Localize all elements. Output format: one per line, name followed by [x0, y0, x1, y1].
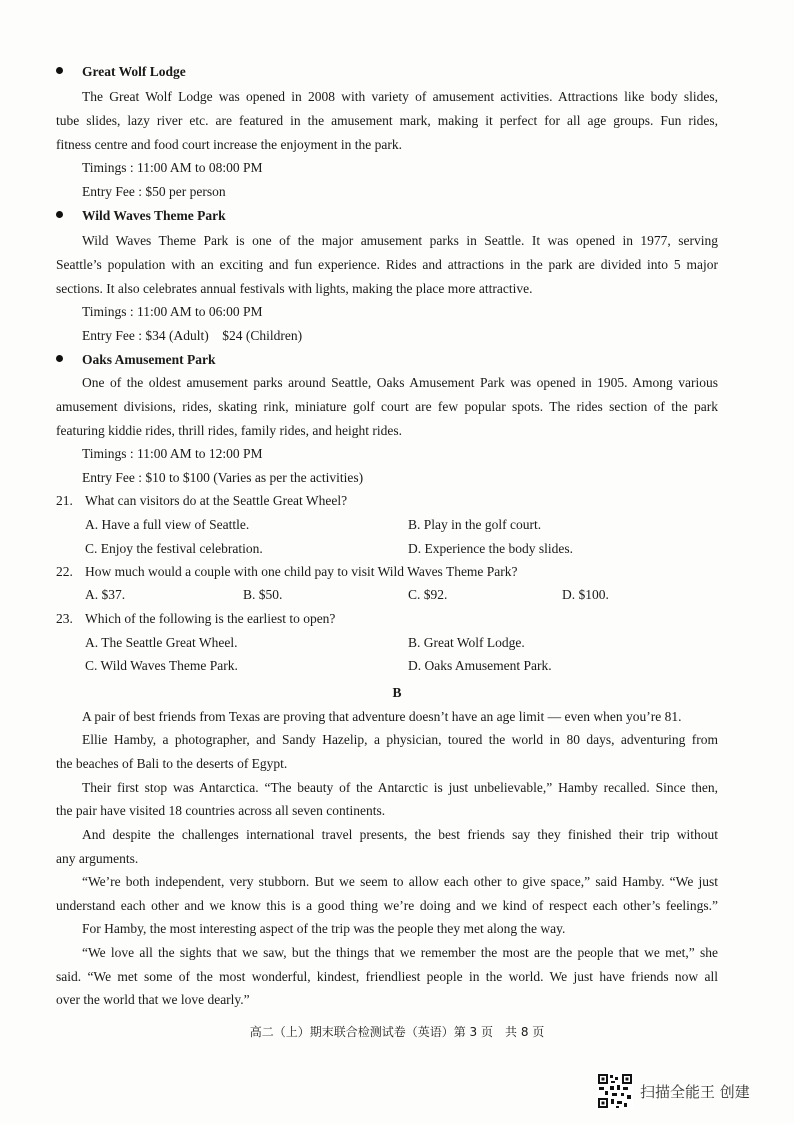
paragraph-line: “We’re both independent, very stubborn. But we seem to allow each other to give space,” said Hamby. “We just — [82, 874, 718, 889]
question-number: 22. — [56, 564, 73, 579]
paragraph-line: any arguments. — [56, 851, 139, 866]
page-footer: 高二（上）期末联合检测试卷（英语）第 3 页 共 8 页 — [249, 1025, 545, 1039]
option-d: D. Oaks Amusement Park. — [408, 658, 552, 673]
option-b: B. $50. — [243, 587, 283, 602]
bullet-icon — [56, 67, 63, 74]
option-b: B. Play in the golf court. — [408, 517, 542, 532]
section-heading: B — [392, 685, 402, 700]
park-heading: Wild Waves Theme Park — [82, 208, 226, 223]
scanner-watermark: 扫描全能王 创建 — [640, 1083, 750, 1101]
option-b: B. Great Wolf Lodge. — [408, 635, 525, 650]
park-fee: Entry Fee : $34 (Adult) $24 (Children) — [82, 328, 303, 343]
question-text: How much would a couple with one child pay to visit Wild Waves Theme Park? — [85, 564, 518, 579]
option-d: D. $100. — [562, 587, 609, 602]
option-a: A. The Seattle Great Wheel. — [85, 635, 238, 650]
paragraph-line: the beaches of Bali to the deserts of Egypt. — [56, 756, 288, 771]
paragraph-line: A pair of best friends from Texas are proving that adventure doesn’t have an age limit — even when you’re 81. — [82, 709, 682, 724]
option-c: C. Enjoy the festival celebration. — [85, 541, 263, 556]
paragraph-line: fitness centre and food court increase the enjoyment in the park. — [56, 137, 402, 152]
paragraph-line: the pair have visited 18 countries across all seven continents. — [56, 803, 386, 818]
option-a: A. Have a full view of Seattle. — [85, 517, 250, 532]
park-heading: Great Wolf Lodge — [82, 64, 186, 79]
bullet-icon — [56, 355, 63, 362]
qr-code-icon — [597, 1073, 633, 1109]
park-fee: Entry Fee : $10 to $100 (Varies as per the activities) — [82, 470, 364, 485]
option-d: D. Experience the body slides. — [408, 541, 573, 556]
option-c: C. Wild Waves Theme Park. — [85, 658, 238, 673]
paragraph-line: Ellie Hamby, a photographer, and Sandy Hazelip, a physician, toured the world in 80 days, adventuring from — [82, 732, 718, 747]
park-timings: Timings : 11:00 AM to 08:00 PM — [82, 160, 263, 175]
park-timings: Timings : 11:00 AM to 12:00 PM — [82, 446, 263, 461]
paragraph-line: over the world that we love dearly.” — [56, 992, 250, 1007]
option-c: C. $92. — [408, 587, 448, 602]
park-fee: Entry Fee : $50 per person — [82, 184, 226, 199]
paragraph-line: For Hamby, the most interesting aspect of the trip was the people they met along the way. — [82, 921, 566, 936]
paragraph-line: featuring kiddie rides, thrill rides, family rides, and height rides. — [56, 423, 403, 438]
paragraph-line: tube slides, lazy river etc. are featured in the amusement mark, making it perfect for all age groups. Fun rides, — [56, 113, 718, 128]
paragraph-line: amusement divisions, rides, skating rink, miniature golf court are few popular spots. The rides section of the park — [56, 399, 718, 414]
park-heading: Oaks Amusement Park — [82, 352, 216, 367]
question-number: 23. — [56, 611, 73, 626]
paragraph-line: And despite the challenges international travel presents, the best friends say they finished their trip without — [82, 827, 718, 842]
paragraph-line: One of the oldest amusement parks around Seattle, Oaks Amusement Park was opened in 1905. Among various — [82, 375, 718, 390]
option-a: A. $37. — [85, 587, 126, 602]
paragraph-line: Their first stop was Antarctica. “The beauty of the Antarctic is just unbelievable,” Hamby recalled. Since then, — [82, 780, 718, 795]
paragraph-line: understand each other and we know this is a good thing we’re doing and we kind of respect each other’s feelings.” — [56, 898, 718, 913]
paragraph-line: sections. It also celebrates annual festivals with lights, making the place more attractive. — [56, 281, 533, 296]
question-text: Which of the following is the earliest to open? — [85, 611, 336, 626]
park-timings: Timings : 11:00 AM to 06:00 PM — [82, 304, 263, 319]
paragraph-line: said. “We met some of the most wonderful, kindest, friendliest people in the world. We just have friends now all — [56, 969, 718, 984]
paragraph-line: “We love all the sights that we saw, but the things that we remember the most are the people that we met,” she — [82, 945, 718, 960]
paragraph-line: Wild Waves Theme Park is one of the major amusement parks in Seattle. It was opened in 1977, serving — [82, 233, 718, 248]
bullet-icon — [56, 211, 63, 218]
paragraph-line: Seattle’s population with an exciting and fun experience. Rides and attractions in the park are divided into 5 major — [56, 257, 718, 272]
paragraph-line: The Great Wolf Lodge was opened in 2008 with variety of amusement activities. Attractions like body slides, — [82, 89, 718, 104]
question-text: What can visitors do at the Seattle Great Wheel? — [85, 493, 348, 508]
question-number: 21. — [56, 493, 73, 508]
